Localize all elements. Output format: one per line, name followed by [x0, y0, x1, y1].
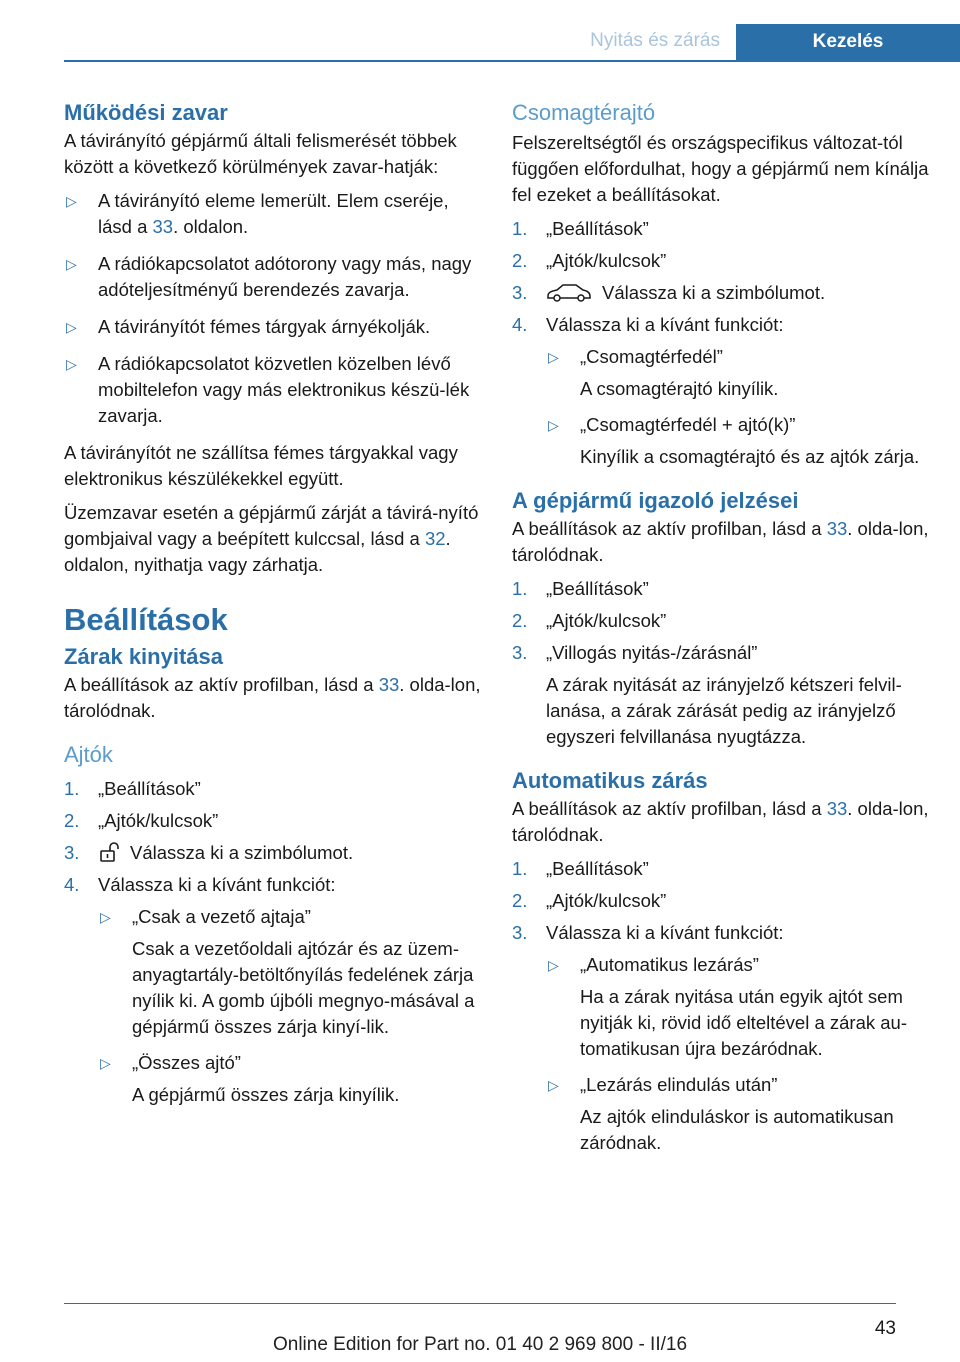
trunk-intro: Felszereltségtől és országspecifikus változat-tól függően előfordulhat, hogy a gépjármű nem kínálja fel ezeket a beállításokat.	[512, 132, 929, 205]
list-item: 3. Válassza ki a kívánt funkciót: ▷ „Automatikus lezárás” Ha a zárak nyitása után egyik ajtót sem nyitják ki, rövid idő elteltével a zárak au-tomatikusan újra bezáródnak. ▷ „Lezárás elindulás után” Az ajtók elinduláskor is automatikusan záródnak.	[512, 920, 930, 1156]
trunk-options	[546, 344, 930, 470]
footer-edition: Online Edition for Part no. 01 40 2 969 800 - II/16	[272, 1334, 688, 1355]
confirm-steps	[512, 576, 930, 750]
confirm-text: A beállítások az aktív profilban, lásd a 33. olda-lon, tárolódnak.	[512, 518, 929, 565]
autolock-heading: Automatikus zárás	[512, 768, 708, 793]
footer-rule	[64, 1303, 896, 1304]
doors-options	[98, 904, 482, 1108]
malfunction-para2: A távirányítót ne szállítsa fémes tárgyakkal vagy elektronikus készülékekkel együtt.	[64, 442, 458, 489]
list-item: ▷ „Csak a vezető ajtaja” Csak a vezetőoldali ajtózár és az üzem-anyagtartály-betöltőnyílás fedelének zárja nyílik ki. A gomb újbóli megnyo-másával a gépjármű összes zárja kinyí-lik.	[100, 906, 475, 1037]
header-section-title: Nyitás és zárás	[590, 30, 720, 51]
autolock-text: A beállítások az aktív profilban, lásd a 33. olda-lon, tárolódnak.	[512, 798, 929, 845]
malfunction-para3: Üzemzavar esetén a gépjármű zárját a távirá-nyító gombjaival vagy a beépített kulccsal, lásd a 32. oldalon, nyithatja vagy zárhatja.	[64, 502, 479, 575]
autolock-steps	[512, 856, 930, 1156]
list-item: ▷ „Összes ajtó” A gépjármű összes zárja kinyílik.	[100, 1052, 400, 1105]
car-icon	[546, 281, 592, 303]
page-link[interactable]: 32	[424, 528, 446, 549]
header-rule	[64, 60, 960, 62]
trunk-heading: Csomagtérajtó	[512, 100, 656, 125]
list-item: ▷ „Automatikus lezárás” Ha a zárak nyitása után egyik ajtót sem nyitják ki, rövid idő elteltével a zárak au-tomatikusan újra bezáródnak.	[548, 954, 907, 1059]
list-item: ▷ A távirányítót fémes tárgyak árnyékolják.	[64, 314, 482, 340]
list-item: 3. Válassza ki a szimbólumot.	[64, 842, 354, 863]
list-item: ▷ „Csomagtérfedél + ajtó(k)” Kinyílik a csomagtérajtó és az ajtók zárja.	[548, 414, 920, 467]
list-item: ▷ A rádiókapcsolatot adótorony vagy más, nagy adóteljesítményű berendezés zavarja.	[66, 253, 472, 300]
doors-heading: Ajtók	[64, 742, 113, 767]
confirm-heading: A gépjármű igazoló jelzései	[512, 488, 799, 513]
page-link[interactable]: 33	[826, 798, 848, 819]
malfunction-list	[64, 188, 482, 429]
list-item: 2. „Ajtók/kulcsok”	[512, 610, 667, 631]
triangle-bullet-icon: ▷	[548, 417, 559, 433]
triangle-bullet-icon: ▷	[100, 909, 111, 925]
unlock-heading: Zárak kinyitása	[64, 644, 223, 669]
list-item: 1. „Beállítások”	[512, 858, 649, 879]
triangle-bullet-icon: ▷	[66, 256, 77, 272]
list-item: 1. „Beállítások”	[64, 778, 201, 799]
list-item: 3. Válassza ki a szimbólumot.	[512, 282, 826, 303]
page-header	[64, 24, 960, 62]
right-column	[512, 100, 930, 1166]
autolock-options	[546, 952, 930, 1156]
malfunction-intro: A távirányító gépjármű általi felismerését többek között a következő körülmények zavar-hatják:	[64, 130, 457, 177]
list-item: 1. „Beállítások”	[512, 218, 649, 239]
left-column	[64, 100, 482, 1118]
unlock-text: A beállítások az aktív profilban, lásd a 33. olda-lon, tárolódnak.	[64, 674, 481, 721]
list-item: ▷ „Lezárás elindulás után” Az ajtók elinduláskor is automatikusan záródnak.	[548, 1074, 894, 1153]
list-item: ▷ A távirányító eleme lemerült. Elem cseréje, lásd a 33. oldalon.	[66, 190, 449, 237]
list-item: 3. „Villogás nyitás-/zárásnál” A zárak nyitását az irányjelző kétszeri felvil-lanása, a zárak zárását pedig az irányjelző egyszeri felvillanása nyugtázza.	[512, 642, 902, 747]
triangle-bullet-icon: ▷	[548, 957, 559, 973]
list-item: 4. Válassza ki a kívánt funkciót: ▷ „Csak a vezető ajtaja” Csak a vezetőoldali ajtózár és az üzem-anyagtartály-betöltőnyílás fedelének zárja nyílik ki. A gomb újbóli megnyo-másával a gépjármű összes zárja kinyí-lik. ▷ „Összes ajtó” A gépjármű összes zárja kinyílik.	[64, 872, 482, 1108]
trunk-steps	[512, 216, 930, 470]
list-item: ▷ A rádiókapcsolatot közvetlen közelben lévő mobiltelefon vagy más elektronikus készü-lék zavarja.	[66, 353, 470, 426]
list-item: 2. „Ajtók/kulcsok”	[512, 250, 667, 271]
list-item: 4. Válassza ki a kívánt funkciót: ▷ „Csomagtérfedél” A csomagtérajtó kinyílik. ▷ „Csomagtérfedél + ajtó(k)” Kinyílik a csomagtérajtó és az ajtók zárja.	[512, 312, 930, 470]
triangle-bullet-icon: ▷	[66, 319, 77, 335]
page-number: 43	[874, 1318, 896, 1339]
settings-heading: Beállítások	[64, 602, 228, 637]
page-link[interactable]: 33	[378, 674, 400, 695]
list-item: ▷ „Csomagtérfedél” A csomagtérajtó kinyílik.	[548, 346, 779, 399]
page-link[interactable]: 33	[826, 518, 848, 539]
list-item: 1. „Beállítások”	[512, 578, 649, 599]
list-item: 2. „Ajtók/kulcsok”	[512, 890, 667, 911]
triangle-bullet-icon: ▷	[100, 1055, 111, 1071]
page-link[interactable]: 33	[152, 216, 174, 237]
triangle-bullet-icon: ▷	[66, 193, 77, 209]
triangle-bullet-icon: ▷	[548, 1077, 559, 1093]
triangle-bullet-icon: ▷	[66, 356, 77, 372]
triangle-bullet-icon: ▷	[548, 349, 559, 365]
list-item: 2. „Ajtók/kulcsok”	[64, 810, 219, 831]
unlock-icon	[98, 841, 120, 863]
doors-steps	[64, 776, 482, 1108]
header-chapter-tab: Kezelés	[736, 24, 960, 62]
malfunction-heading: Működési zavar	[64, 100, 228, 125]
